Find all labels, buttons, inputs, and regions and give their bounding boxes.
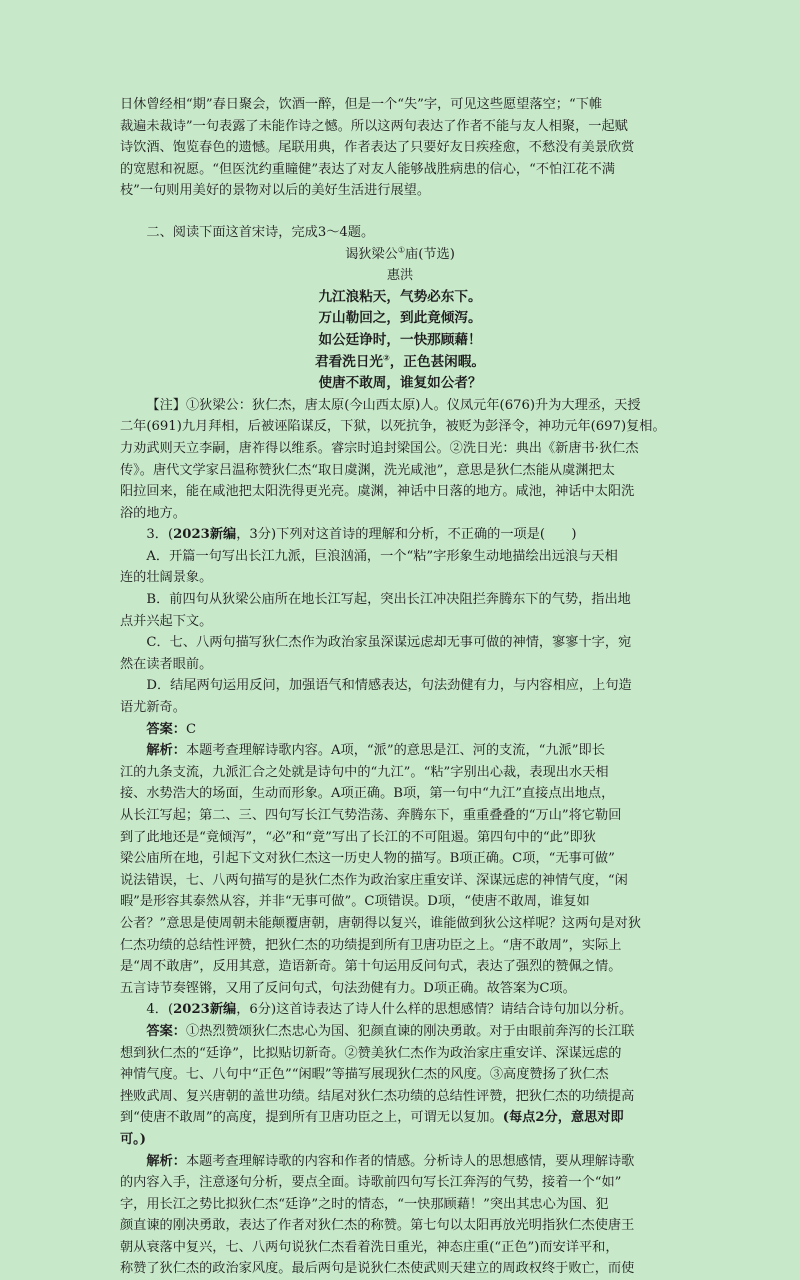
q3-option-c-cont: 然在读者眼前。 xyxy=(120,656,213,672)
q3-analysis-line: 江的九条支流，九派汇合之处就是诗句中的“九江”。“粘”字别出心裁，表现出水天相 xyxy=(120,764,609,780)
q3-option-d-cont: 语尤新奇。 xyxy=(120,700,186,716)
poem-line: 如公廷诤时，一快那顾藉！ xyxy=(318,331,482,348)
q3-option-b: B．前四句从狄梁公庙所在地长江写起，突出长江冲决阻拦奔腾东下的气势，指出地 xyxy=(146,592,631,608)
intro-line: 的宽慰和祝愿。“但医沈约重瞳健”表达了对友人能够战胜病患的信心，“不怕江花不满 xyxy=(120,161,615,177)
poem-line: 九江浪粘天，气势必东下。 xyxy=(318,288,482,305)
q3-analysis-line: 从长江写起；第二、三、四句写长江气势浩荡、奔腾东下，重重叠叠的“万山”将它勒回 xyxy=(120,808,622,823)
q3-analysis-line: 公者？”意思是使周朝未能颠覆唐朝，唐朝得以复兴，谁能做到狄公这样呢？这两句是对狄 xyxy=(120,915,642,931)
note-line: 二年(691)九月拜相，后被诬陷谋反，下狱，以死抗争，被贬为彭泽令，神功元年(697)复相。 xyxy=(120,419,666,435)
q3-analysis-line: 解析：本题考查理解诗歌内容。A项，“派”的意思是江、河的支流，“九派”即长 xyxy=(146,743,605,759)
q4-answer-line: 神情气度。七、八句中“正色”“闲暇”等描写展现狄仁杰的风度。③高度赞扬了狄仁杰 xyxy=(120,1067,609,1083)
q4-analysis-line: 朝从衰落中复兴，七、八两句说狄仁杰看着洗日重光，神态庄重(“正色”)而安详平和， xyxy=(120,1239,619,1255)
q4-analysis-line: 字，用长江之势比拟狄仁杰“廷诤”之时的情态，“一快那顾藉！”突出其忠心为国、犯 xyxy=(120,1196,609,1212)
poem-line: 万山勒回之，到此竟倾泻。 xyxy=(318,310,482,327)
document-body xyxy=(120,94,680,1280)
q3-analysis-line: 梁公庙所在地，引起下文对狄仁杰这一历史人物的描写。B项正确。C项，“无事可做” xyxy=(120,851,615,867)
q4-analysis-line: 的内容入手，注意逐句分析，要点全面。诗歌前四句写长江奔泻的气势，接着一个“如” xyxy=(120,1175,622,1191)
q4-analysis-line: 称赞了狄仁杰的政治家风度。最后两句是说狄仁杰使武则天建立的周政权终于败亡，而使 xyxy=(120,1261,635,1277)
note-line: 传》。唐代文学家吕温称赞狄仁杰“取日虞渊，洗光咸池”，意思是狄仁杰能从虞渊把太 xyxy=(120,462,615,478)
q3-option-a-cont: 连的壮阔景象。 xyxy=(120,570,213,586)
note-line: 浴的地方。 xyxy=(120,505,186,521)
intro-line: 枝”一句则用美好的景物对以后的美好生活进行展望。 xyxy=(120,183,431,199)
question-4: 4．(2023新编，6分)这首诗表达了诗人什么样的思想感情？请结合诗句加以分析。 xyxy=(146,1002,633,1018)
note-line: 【注】①狄梁公：狄仁杰，唐太原(今山西太原)人。仪凤元年(676)升为大理丞，天授 xyxy=(146,397,641,413)
q4-answer-line: 想到狄仁杰的“廷诤”，比拟贴切新奇。②赞美狄仁杰作为政治家庄重安详、深谋远虑的 xyxy=(120,1045,622,1061)
q3-option-c: C．七、八两句描写狄仁杰作为政治家虽深谋远虑却无事可做的神情，寥寥十字，宛 xyxy=(146,635,632,651)
q3-analysis-line: 接、水势浩大的场面，生动而形象。A项正确。B项，第一句中“九江”直接点出地点， xyxy=(120,786,615,802)
q3-option-d: D．结尾两句运用反问，加强语气和情感表达，句法劲健有力，与内容相应，上句造 xyxy=(146,678,632,694)
score-note-cont: 可。) xyxy=(120,1131,147,1147)
note-line: 力劝武则天立李嗣，唐祚得以维系。睿宗时追封梁国公。②洗日光：典出《新唐书·狄仁杰 xyxy=(120,440,639,456)
q4-answer-line: 到“使唐不敢周”的高度，提到所有卫唐功臣之上，可谓无以复加。(每点2分，意思对即 xyxy=(120,1110,624,1126)
score-note: (每点2分，意思对即 xyxy=(502,1110,624,1126)
q4-analysis-line: 解析：本题考查理解诗歌的内容和作者的情感。分析诗人的思想感情，要从理解诗歌 xyxy=(146,1153,635,1169)
question-3: 3．(2023新编，3分)下列对这首诗的理解和分析，不正确的一项是( ) xyxy=(146,527,577,543)
poem-line: 使唐不敢周，谁复如公者？ xyxy=(318,375,482,392)
poem-line: 君看洗日光②，正色甚闲暇。 xyxy=(315,353,485,370)
q3-analysis-line: 仁杰功绩的总结性评赞，把狄仁杰的功绩提到所有卫唐功臣之上。“唐不敢周”，实际上 xyxy=(120,937,622,953)
q4-answer-line: 答案：①热烈赞颂狄仁杰忠心为国、犯颜直谏的刚决勇敢。对于由眼前奔泻的长江联 xyxy=(146,1023,635,1039)
q3-analysis-line: 暇”是形容其泰然从容，并非“无事可做”。C项错误。D项，“使唐不敢周，谁复如 xyxy=(120,894,590,910)
note-line: 阳拉回来，能在咸池把太阳洗得更光亮。虞渊，神话中日落的地方。咸池，神话中太阳洗 xyxy=(120,484,635,500)
q4-analysis-line: 颜直谏的刚决勇敢，表达了作者对狄仁杰的称赞。第七句以太阳再放光明指狄仁杰使唐王 xyxy=(120,1218,635,1234)
q3-option-a: A．开篇一句写出长江九派，巨浪汹涌，一个“粘”字形象生动地描绘出远浪与天相 xyxy=(146,548,618,564)
intro-line: 裁遍未裁诗”一句表露了未能作诗之憾。所以这两句表达了作者不能与友人相聚，一起赋 xyxy=(120,118,628,134)
q3-answer: 答案：C xyxy=(146,721,197,737)
q3-analysis-line: 说法错误，七、八两句描写的是狄仁杰作为政治家庄重安详、深谋远虑的神情气度，“闲 xyxy=(120,872,628,888)
poem-title: 谒狄梁公①庙(节选) xyxy=(345,245,455,262)
q3-analysis-line: 是“周不敢唐”，反用其意，造语新奇。第十句运用反问句式，表达了强烈的赞佩之情。 xyxy=(120,959,622,975)
q3-analysis-line: 到了此地还是“竟倾泻”，“必”和“竟”写出了长江的不可阻遏。第四句中的“此”即狄 xyxy=(120,829,596,845)
poem-author: 惠洪 xyxy=(386,268,414,284)
q3-option-b-cont: 点并兴起下文。 xyxy=(120,613,213,629)
q3-analysis-line: 五言诗节奏铿锵，又用了反问句式，句法劲健有力。D项正确。故答案为C项。 xyxy=(120,980,576,996)
intro-line: 日休曾经相“期”春日聚会，饮酒一醉，但是一个“失”字，可见这些愿望落空；“下帷 xyxy=(120,97,603,112)
intro-line: 诗饮酒、饱览春色的遗憾。尾联用典，作者表达了只要好友日疾痊愈，不愁没有美景欣赏 xyxy=(120,140,635,156)
section-heading: 二、阅读下面这首宋诗，完成3～4题。 xyxy=(146,224,375,240)
q4-answer-line: 挫败武周、复兴唐朝的盖世功绩。结尾对狄仁杰功绩的总结性评赞，把狄仁杰的功绩提高 xyxy=(120,1088,635,1104)
